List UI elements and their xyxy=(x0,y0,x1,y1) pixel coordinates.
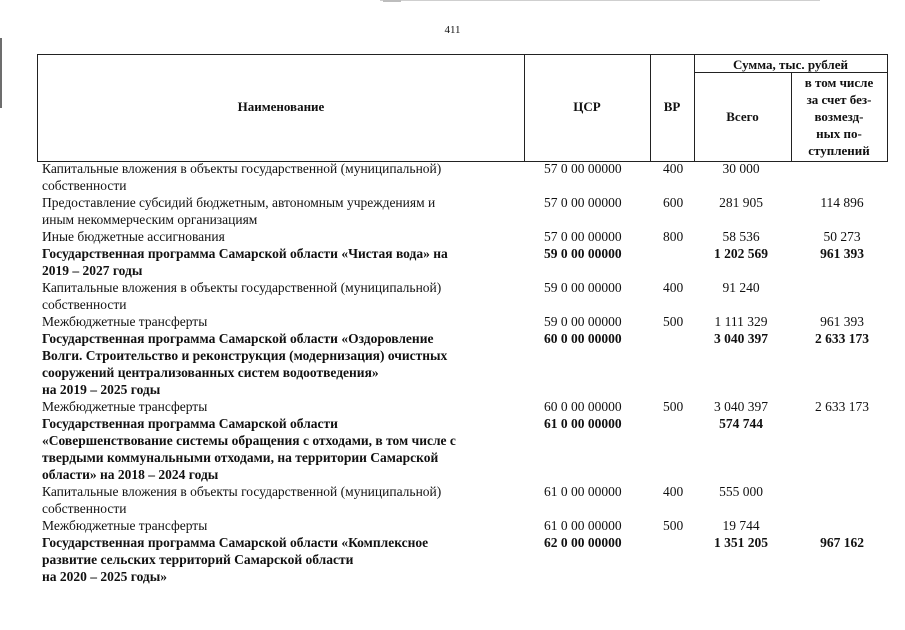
program-row: Государственная программа Самарской области «Совершенствование системы обращения с отходами, в том числе с твердыми коммунальными отходами, на территории Самарской области» на 2018 – 2024 годы 61 0 00 00000 574 744 xyxy=(42,416,763,482)
table-row: Иные бюджетные ассигнования 57 0 00 00000 800 58 536 50 273 xyxy=(42,229,861,244)
table-row: Межбюджетные трансферты 59 0 00 00000 500 1 111 329 961 393 xyxy=(42,314,864,329)
table-header xyxy=(37,54,888,162)
header-csr: ЦСР xyxy=(573,99,601,114)
table-row: Капитальные вложения в объекты государственной (муниципальной) собственности 59 0 00 00000 400 91 240 xyxy=(42,280,760,312)
program-row: Государственная программа Самарской области «Чистая вода» на 2019 – 2027 годы 59 0 00 00000 1 202 569 961 393 xyxy=(42,246,864,278)
header-vr: ВР xyxy=(663,99,681,114)
table-row: Капитальные вложения в объекты государственной (муниципальной) собственности 57 0 00 00000 400 30 000 xyxy=(42,161,760,193)
page-number: 411 xyxy=(444,24,461,36)
header-total: Всего xyxy=(726,109,759,124)
header-grants: в том числе за счет без- возмезд- ных по- ступлений xyxy=(804,75,874,158)
table-row: Предоставление субсидий бюджетным, автономным учреждениям и иным некоммерческим организациям 57 0 00 00000 600 281 905 114 896 xyxy=(42,195,864,227)
top-scan-mark xyxy=(383,0,401,2)
program-row: Государственная программа Самарской области «Комплексное развитие сельских территорий Самарской области на 2020 – 2025 годы» 62 0 00 00000 1 351 205 967 162 xyxy=(42,535,864,584)
table-row: Капитальные вложения в объекты государственной (муниципальной) собственности 61 0 00 00000 400 555 000 xyxy=(42,484,763,516)
table-row: Межбюджетные трансферты 61 0 00 00000 500 19 744 xyxy=(42,518,760,533)
header-name: Наименование xyxy=(237,99,325,114)
table-body xyxy=(42,160,886,585)
header-sum-group: Сумма, тыс. рублей xyxy=(733,57,848,72)
table-row: Межбюджетные трансферты 60 0 00 00000 500 3 040 397 2 633 173 xyxy=(42,399,869,414)
program-row: Государственная программа Самарской области «Оздоровление Волги. Строительство и реконструкция (модернизация) очистных сооружений централизованных систем водоотведения» на 2019 – 2025 годы 60 0 00 00000 3 040 397 2 633 173 xyxy=(42,331,869,397)
left-edge-mark xyxy=(0,38,2,108)
top-scan-rule xyxy=(380,0,820,1)
